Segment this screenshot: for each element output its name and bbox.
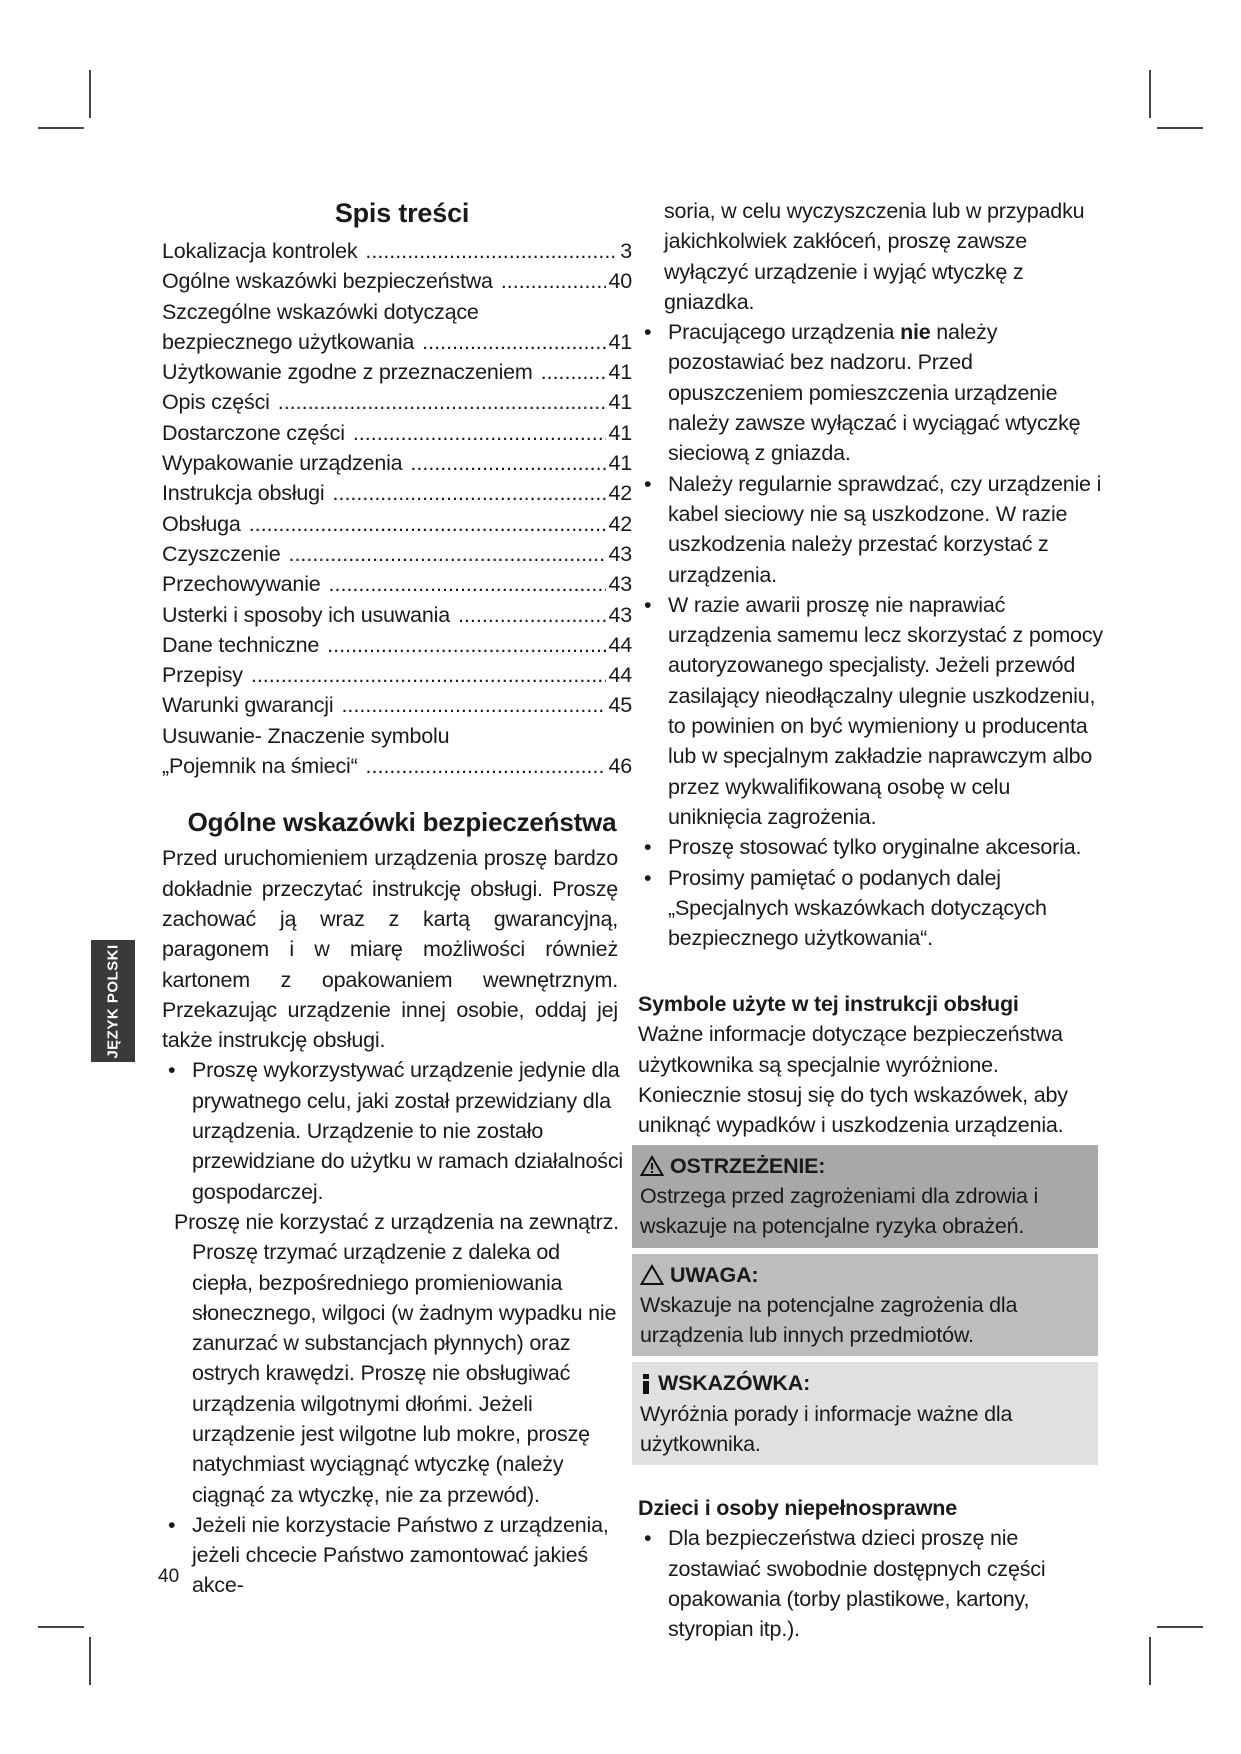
language-label: JĘZYK POLSKI xyxy=(104,943,122,1059)
info-title: WSKAZÓWKA: xyxy=(658,1371,811,1396)
toc-leader xyxy=(288,539,606,569)
crop-mark xyxy=(1149,70,1151,118)
toc-entry-label: „Pojemnik na śmieci“ xyxy=(162,754,358,779)
symbols-title: Symbole użyte w tej instrukcji obsługi xyxy=(638,992,1019,1017)
info-text: Wyróżnia porady i informacje ważne dla użytkownika. xyxy=(640,1401,1013,1456)
toc-entry xyxy=(162,418,632,448)
toc-entry xyxy=(162,387,632,417)
crop-mark xyxy=(1149,1637,1151,1685)
list-item: • Prosimy pamiętać o podanych dalej „Specjalnych wskazówkach dotyczących bezpiecznego użytkowania“. xyxy=(644,865,1047,951)
toc-entry-page: 45 xyxy=(608,693,632,718)
right-column xyxy=(638,196,1106,1644)
toc-leader xyxy=(251,660,607,690)
list-item xyxy=(638,196,1106,317)
toc-entry xyxy=(162,236,632,266)
safety-title: Ogólne wskazówki bezpieczeństwa xyxy=(187,807,617,838)
toc-leader xyxy=(541,357,607,387)
toc-leader xyxy=(249,509,607,539)
warning-box xyxy=(632,1145,1098,1248)
toc-leader xyxy=(366,751,607,781)
toc-entry-label: Przechowywanie xyxy=(162,572,321,597)
toc-entry-label: Usterki i sposoby ich usuwania xyxy=(162,602,450,627)
toc-leader xyxy=(278,387,607,417)
toc-entry-page: 3 xyxy=(620,239,632,263)
crop-mark xyxy=(89,70,91,118)
list-item: • Należy regularnie sprawdzać, czy urządzenie i kabel sieciowy nie są uszkodzone. W razie uszkodzenia należy przestać korzystać z urządzenia. xyxy=(644,471,1102,587)
caution-icon xyxy=(640,1264,664,1286)
bullet2-continued: soria, w celu wyczyszczenia lub w przypadku jakichkolwiek zakłóceń, proszę zawsze wyłączyć urządzenie i wyjąć wtyczkę z gniazdka. xyxy=(664,199,1085,314)
toc-leader xyxy=(422,327,606,357)
crop-mark xyxy=(89,1637,91,1685)
toc-entry-page: 41 xyxy=(608,451,632,476)
toc-entry-label: Warunki gwarancji xyxy=(162,693,334,718)
toc-list xyxy=(162,236,632,781)
toc-entry-page: 41 xyxy=(608,329,632,354)
crop-mark xyxy=(1157,1626,1203,1628)
list-item: • Pracującego urządzenia nie należy pozostawiać bez nadzoru. Przed opuszczeniem pomieszczenia urządzenie należy zawsze wyłączać i wyciągać wtyczkę sieciową z gniazda. xyxy=(644,320,1081,466)
info-icon xyxy=(640,1373,652,1395)
toc-leader xyxy=(327,630,606,660)
safety-outdoor-paragraph: Proszę nie korzystać z urządzenia na zewnątrz. Proszę trzymać urządzenie z daleka od ciepła, bezpośredniego promieniowania słonecznego, wilgoci (w żadnym wypadku nie zanurzać w substancjach płynnych) oraz ostrych krawędzi. Proszę nie obsługiwać urządzenia wilgotnymi dłońmi. Jeżeli urządzenie jest wilgotne lub mokre, proszę natychmiast wyciągnąć wtyczkę (należy ciągnąć za wtyczkę, nie za przewód). xyxy=(174,1209,619,1507)
page-number: 40 xyxy=(158,1566,180,1587)
toc-entry-label: Czyszczenie xyxy=(162,541,281,566)
warning-text: Ostrzega przed zagrożeniami dla zdrowia i wskazuje na potencjalne ryzyka obrażeń. xyxy=(640,1183,1039,1239)
toc-entry-label: Dostarczone części xyxy=(162,420,345,445)
toc-entry-label: Instrukcja obsługi xyxy=(162,481,325,506)
children-bullets xyxy=(638,1523,1106,1644)
toc-entry-label: Usuwanie- Znaczenie symbolu xyxy=(162,723,450,748)
safety-bullets-b xyxy=(162,1510,632,1601)
toc-entry-page: 42 xyxy=(608,511,632,536)
toc-leader xyxy=(333,478,607,508)
toc-entry-page: 40 xyxy=(608,269,632,294)
toc-entry-page: 43 xyxy=(608,572,632,597)
toc-entry xyxy=(162,690,632,720)
info-box xyxy=(632,1362,1098,1465)
toc-leader xyxy=(458,600,607,630)
caution-title: UWAGA: xyxy=(670,1262,759,1287)
toc-entry xyxy=(162,357,632,387)
crop-mark xyxy=(38,1626,84,1628)
toc-entry-label: Ogólne wskazówki bezpieczeństwa xyxy=(162,269,493,294)
toc-leader xyxy=(501,266,607,296)
toc-entry xyxy=(162,660,632,690)
toc-entry-page: 41 xyxy=(608,390,632,415)
toc-entry xyxy=(162,569,632,599)
list-item: • Jeżeli nie korzystacie Państwo z urządzenia, jeżeli chcecie Państwo zamontować jakieś akce- xyxy=(168,1512,609,1598)
language-side-tab xyxy=(91,940,135,1062)
toc-entry-label: Obsługa xyxy=(162,511,241,536)
toc-leader xyxy=(353,418,607,448)
caution-box xyxy=(632,1254,1098,1357)
toc-title: Spis treści xyxy=(334,198,470,228)
list-item: • W razie awarii proszę nie naprawiać urządzenia samemu lecz skorzystać z pomocy autoryzowanego specjalisty. Jeżeli przewód zasilający nieodłączalny ulegnie uszkodzeniu, to powinien on być wymieniony u producenta lub w specjalnym zakładzie naprawczym albo przez wykwalifikowaną osobę w celu uniknięcia zagrożenia. xyxy=(644,592,1103,829)
crop-mark xyxy=(38,127,84,129)
safety-intro: Przed uruchomieniem urządzenia proszę bardzo dokładnie przeczytać instrukcję obsługi. Proszę zachować ją wraz z kartą gwarancyjną, paragonem i w miarę możliwości również kartonem z opakowaniem wewnętrznym. Przekazując urządzenie innej osobie, oddaj jej także instrukcję obsługi. xyxy=(162,846,618,1053)
safety-bullets-a xyxy=(162,1055,632,1206)
toc-entry-page: 44 xyxy=(608,632,632,657)
warning-title: OSTRZEŻENIE: xyxy=(670,1153,826,1178)
toc-entry xyxy=(162,327,632,357)
toc-entry-label: Opis części xyxy=(162,390,270,415)
toc-leader xyxy=(341,690,606,720)
toc-entry-label: Przepisy xyxy=(162,663,243,688)
symbols-intro: Ważne informacje dotyczące bezpieczeństwa użytkownika są specjalnie wyróżnione. Koniecznie stosuj się do tych wskazówek, aby uniknąć wypadków i uszkodzenia urządzenia. xyxy=(638,1022,1068,1138)
crop-mark xyxy=(1157,127,1203,129)
left-column xyxy=(162,196,632,1601)
toc-entry-label: Szczególne wskazówki dotyczące xyxy=(162,299,479,324)
toc-entry xyxy=(162,509,632,539)
toc-entry-page: 43 xyxy=(608,541,632,566)
toc-entry xyxy=(162,448,632,478)
toc-entry-page: 41 xyxy=(608,420,632,445)
toc-entry-page: 42 xyxy=(608,481,632,506)
toc-entry-page: 46 xyxy=(608,754,632,779)
list-item: • Dla bezpieczeństwa dzieci proszę nie zostawiać swobodnie dostępnych części opakowania (torby plastikowe, kartony, styropian itp.). xyxy=(644,1526,1046,1642)
toc-entry-page: 44 xyxy=(608,663,632,688)
toc-leader xyxy=(365,236,618,266)
warning-icon xyxy=(640,1155,664,1177)
toc-entry-label: Wypakowanie urządzenia xyxy=(162,451,403,476)
toc-entry xyxy=(162,600,632,630)
toc-entry-page: 43 xyxy=(608,602,632,627)
list-item: • Proszę stosować tylko oryginalne akcesoria. xyxy=(644,835,1082,860)
toc-entry-label: Dane techniczne xyxy=(162,632,320,657)
toc-entry xyxy=(162,630,632,660)
children-title: Dzieci i osoby niepełnosprawne xyxy=(638,1496,957,1521)
toc-entry xyxy=(162,751,632,781)
bullet2-text: Jeżeli nie korzystacie Państwo z urządzenia, jeżeli chcecie Państwo zamontować jakieś akce- xyxy=(192,1512,609,1598)
toc-entry xyxy=(162,478,632,508)
toc-leader xyxy=(329,569,607,599)
toc-entry-page: 41 xyxy=(608,360,632,385)
safety-bullets-c xyxy=(638,196,1106,953)
caution-text: Wskazuje na potencjalne zagrożenia dla urządzenia lub innych przedmiotów. xyxy=(640,1292,1018,1348)
toc-entry xyxy=(162,539,632,569)
toc-entry-label: bezpiecznego użytkowania xyxy=(162,329,415,354)
list-item: • Proszę wykorzystywać urządzenie jedynie dla prywatnego celu, jaki został przewidziany dla urządzenia. Urządzenie to nie zostało przewidziane do użytku w ramach działalności gospodarczej. xyxy=(168,1058,623,1204)
toc-leader xyxy=(410,448,606,478)
toc-entry-label: Użytkowanie zgodne z przeznaczeniem xyxy=(162,360,533,385)
toc-entry-label: Lokalizacja kontrolek xyxy=(162,239,358,263)
toc-entry xyxy=(162,266,632,296)
